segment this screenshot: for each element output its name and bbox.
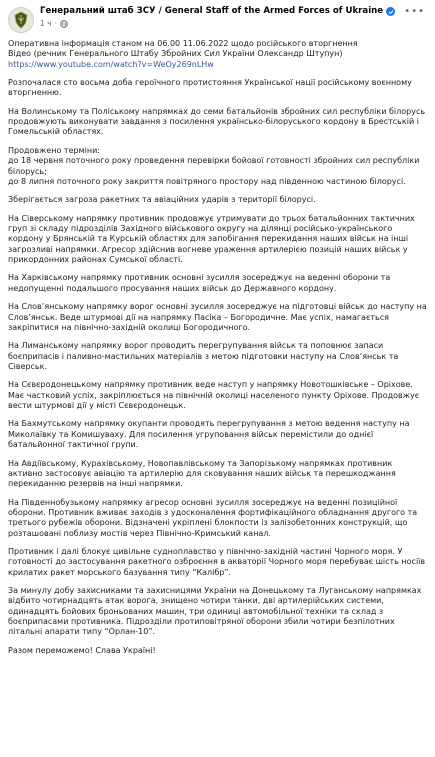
- verified-badge-icon: [386, 7, 395, 16]
- intro-text: Оперативна інформація станом на 06.00 11.06.2022 щодо російського вторгнення Відео (речник Генерального Штабу Збройних Сил України Олександр Штупун): [8, 39, 358, 59]
- post-paragraph: Разом переможемо! Слава Україні!: [8, 645, 156, 655]
- post-paragraph: На Бахмутському напрямку окупанти проводять перегрупування з метою ведення наступу на Миколаївку та Комишуваху. Для посилення угруповання військ перемістили до однієї батальйонної тактичної групи.: [8, 419, 410, 450]
- globe-icon: [60, 20, 68, 28]
- coat-of-arms-icon: [11, 10, 31, 30]
- post-paragraph: Розпочалася сто восьма доба героїчного протистояння Української нації російському воєнному вторгненню.: [8, 78, 412, 98]
- post-body: [8, 39, 427, 656]
- post-paragraph: Зберігається загроза ракетних та авіаційних ударів з території білорусі.: [8, 195, 316, 205]
- post-paragraph: Продовжено терміни: до 18 червня поточного року проведення перевірки бойової готовності збройних сил республіки білорусь; до 8 липня поточного року закриття повітряного простору над південною частиною білорусі.: [8, 145, 420, 186]
- meta-separator: ·: [54, 19, 57, 28]
- post-paragraph: На Слов’янському напрямку ворог основні зусилля зосереджує на підготовці військ до наступу на Слов’янськ. Веде штурмові дії на напрямку Пасіка – Богородичне. Має успіх, намагається закріпитися на північно-західній околиці Богородичного.: [8, 302, 427, 332]
- post-paragraph: На Харківському напрямку противник основні зусилля зосереджує на веденні оборони та недопущенні подальшого просування наших військ до Державного кордону.: [8, 273, 391, 293]
- post-paragraph: На Південнобузькому напрямку агресор основні зусилля зосереджує на веденні позиційної оборони. Противник вживає заходів з удосконалення фортифікаційного обладнання другого та третього рубежів оборони. Відзначені укріплені блокпости із залізобетонних конструкцій, що розташовані поблизу мостів через Північно-Кримський канал.: [8, 497, 418, 538]
- page-name-link[interactable]: [40, 6, 402, 17]
- post-intro: [8, 39, 427, 70]
- post-paragraph: На Волинському та Поліському напрямках до семи батальйонів збройних сил республіки білорусь продовжують виконувати завдання з посилення українсько-білоруського кордону в Брестській і Гомельській областях.: [8, 106, 426, 137]
- page-avatar[interactable]: [8, 7, 34, 33]
- post-paragraph: На Авдіївському, Курахівському, Новопавлівському та Запорізькому напрямках противник активно застосовує авіацію та артилерію для сковування наших військ та перешкоджання перекиданню резервів на інші напрямки.: [8, 458, 396, 489]
- page-name: Генеральний штаб ЗСУ / General Staff of the Armed Forces of Ukraine: [40, 6, 384, 16]
- post-header: [8, 6, 427, 36]
- more-options-icon[interactable]: •••: [404, 6, 425, 17]
- post-paragraph: На Лиманському напрямку ворог проводить перегрупування військ та поповнює запаси боєприпасів і паливно-мастильних матеріалів з метою підготовки наступу на Слов’янськ та Сіверськ.: [8, 341, 399, 371]
- post-paragraph: За минулу добу захисниками та захисницями України на Донецькому та Луганському напрямках відбито чотирнадцять атак ворога, знищено чотири танки, дві артилерійських системи, одинадцять бойових броньованих машин, три одиниці автомобільної техніки та склад з боєприпасами противника. Підрозділи протиповітряної оборони збили чотири безпілотних літальні апарати типу “Орлан-10”.: [8, 586, 422, 637]
- video-link[interactable]: https://www.youtube.com/watch?v=WeOy269nLHw: [8, 59, 214, 69]
- post-paragraph: На Сіверському напрямку противник продовжує утримувати до трьох батальйонних тактичних груп зі складу підрозділів Західного військового округу на ділянці російсько-українського кордону у Брянській та Курській областях для запобігання перекидання наших військ на інші загрозливі напрямки. Агресор здійснив вогневе ураження артилерією позицій наших військ у прикордонних районах Сумської області.: [8, 213, 415, 264]
- post-paragraph: На Сєвєродонецькому напрямку противник веде наступ у напрямку Новотошківське – Оріхове. Має частковий успіх, закріплюється на північній околиці населеного пункту Оріхове. Продовжує вести штурмові дії у місті Сєвєродонецьк.: [8, 380, 420, 410]
- post-timestamp[interactable]: 1 ч: [40, 19, 52, 28]
- post-paragraph: Противник і далі блокує цивільне судноплавство у північно-західній частині Чорного моря. У готовності до застосування ракетного озброєння в акваторії Чорного моря перебуває шість носіїв крилатих ракет морського базування типу “Калібр”.: [8, 547, 426, 577]
- post-meta: [40, 18, 402, 29]
